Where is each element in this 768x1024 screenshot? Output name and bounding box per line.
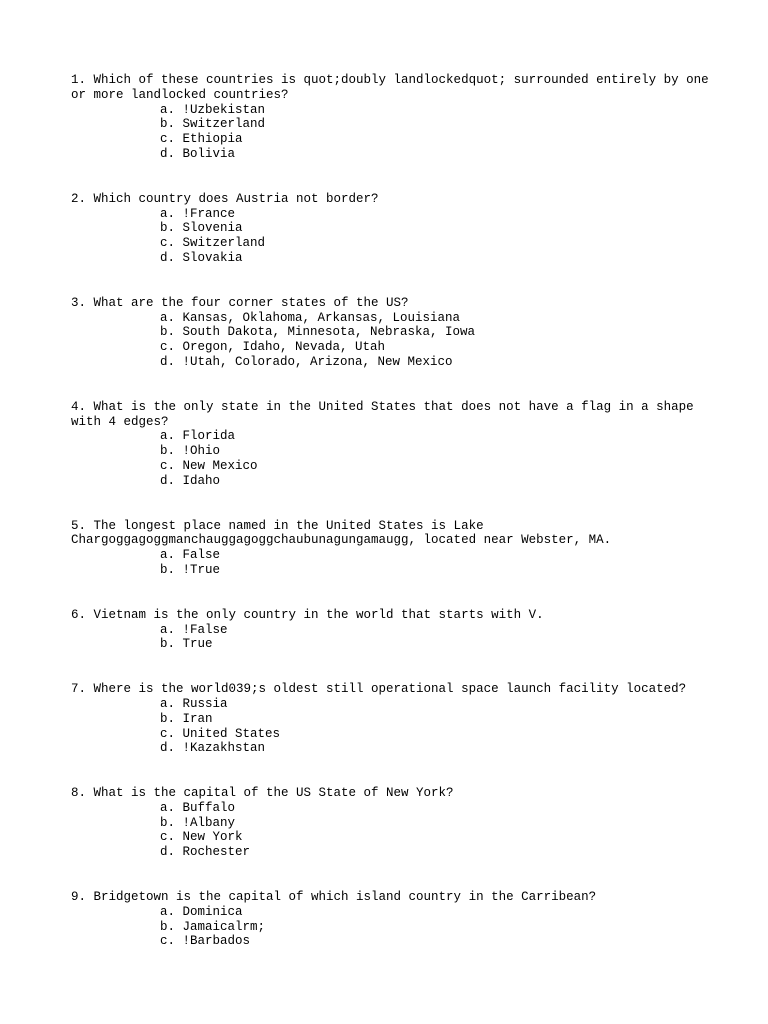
answer-option: c. New Mexico	[160, 458, 258, 473]
question-text: 1. Which of these countries is quot;doubly landlockedquot; surrounded entirely by one or more landlocked countries?	[71, 73, 717, 102]
answer-option: b. !Ohio	[160, 444, 221, 459]
answer-option: a. Florida	[160, 429, 236, 444]
answer-options	[71, 905, 731, 949]
question-7	[71, 682, 731, 756]
answer-option: c. United States	[160, 726, 281, 741]
answer-options	[71, 548, 731, 578]
answer-option: d. !Kazakhstan	[160, 741, 266, 756]
answer-option: b. Slovenia	[160, 221, 243, 236]
answer-option: a. Russia	[160, 696, 228, 711]
question-text: 2. Which country does Austria not border?	[71, 191, 379, 206]
answer-option: b. !Albany	[160, 815, 236, 830]
answer-option: c. New York	[160, 830, 243, 845]
answer-options	[71, 429, 731, 488]
question-1	[71, 73, 731, 162]
question-text: 4. What is the only state in the United States that does not have a flag in a shape with 4 edges?	[71, 399, 702, 429]
question-8	[71, 786, 731, 860]
answer-option: a. Buffalo	[160, 800, 236, 815]
answer-option: a. !Uzbekistan	[160, 102, 266, 117]
answer-option: d. Rochester	[160, 845, 251, 860]
question-text: 8. What is the capital of the US State of New York?	[71, 786, 454, 801]
answer-option: b. !True	[160, 562, 221, 577]
answer-option: d. Slovakia	[160, 250, 243, 265]
answer-options	[71, 623, 731, 653]
question-text: 6. Vietnam is the only country in the world that starts with V.	[71, 607, 544, 622]
answer-options	[71, 207, 731, 266]
answer-option: b. Jamaicalrm;	[160, 919, 266, 934]
answer-option: d. Idaho	[160, 473, 221, 488]
answer-option: a. Kansas, Oklahoma, Arkansas, Louisiana	[160, 310, 461, 325]
answer-options	[71, 103, 731, 162]
answer-option: b. Switzerland	[160, 117, 266, 132]
question-text: 3. What are the four corner states of the US?	[71, 295, 409, 310]
answer-option: b. True	[160, 637, 213, 652]
question-6	[71, 608, 731, 652]
answer-option: b. Iran	[160, 711, 213, 726]
quiz-document	[71, 73, 731, 979]
answer-option: d. Bolivia	[160, 146, 236, 161]
question-3	[71, 296, 731, 370]
answer-options	[71, 311, 731, 370]
answer-option: c. !Barbados	[160, 934, 251, 949]
answer-option: c. Oregon, Idaho, Nevada, Utah	[160, 340, 386, 355]
question-text: 9. Bridgetown is the capital of which island country in the Carribean?	[71, 890, 597, 905]
question-text: 5. The longest place named in the United States is Lake Chargoggagoggmanchauggagoggchaubunagungamaugg, located near Webster, MA.	[71, 518, 612, 548]
answer-option: b. South Dakota, Minnesota, Nebraska, Iowa	[160, 325, 476, 340]
question-5	[71, 519, 731, 578]
question-9	[71, 890, 731, 949]
question-text: 7. Where is the world039;s oldest still operational space launch facility located?	[71, 682, 687, 697]
answer-option: a. False	[160, 548, 221, 563]
answer-options	[71, 801, 731, 860]
answer-option: a. !France	[160, 206, 236, 221]
answer-options	[71, 697, 731, 756]
answer-option: a. !False	[160, 622, 228, 637]
question-4	[71, 400, 731, 489]
answer-option: c. Ethiopia	[160, 132, 243, 147]
question-2	[71, 192, 731, 266]
answer-option: c. Switzerland	[160, 236, 266, 251]
answer-option: a. Dominica	[160, 904, 243, 919]
answer-option: d. !Utah, Colorado, Arizona, New Mexico	[160, 354, 453, 369]
